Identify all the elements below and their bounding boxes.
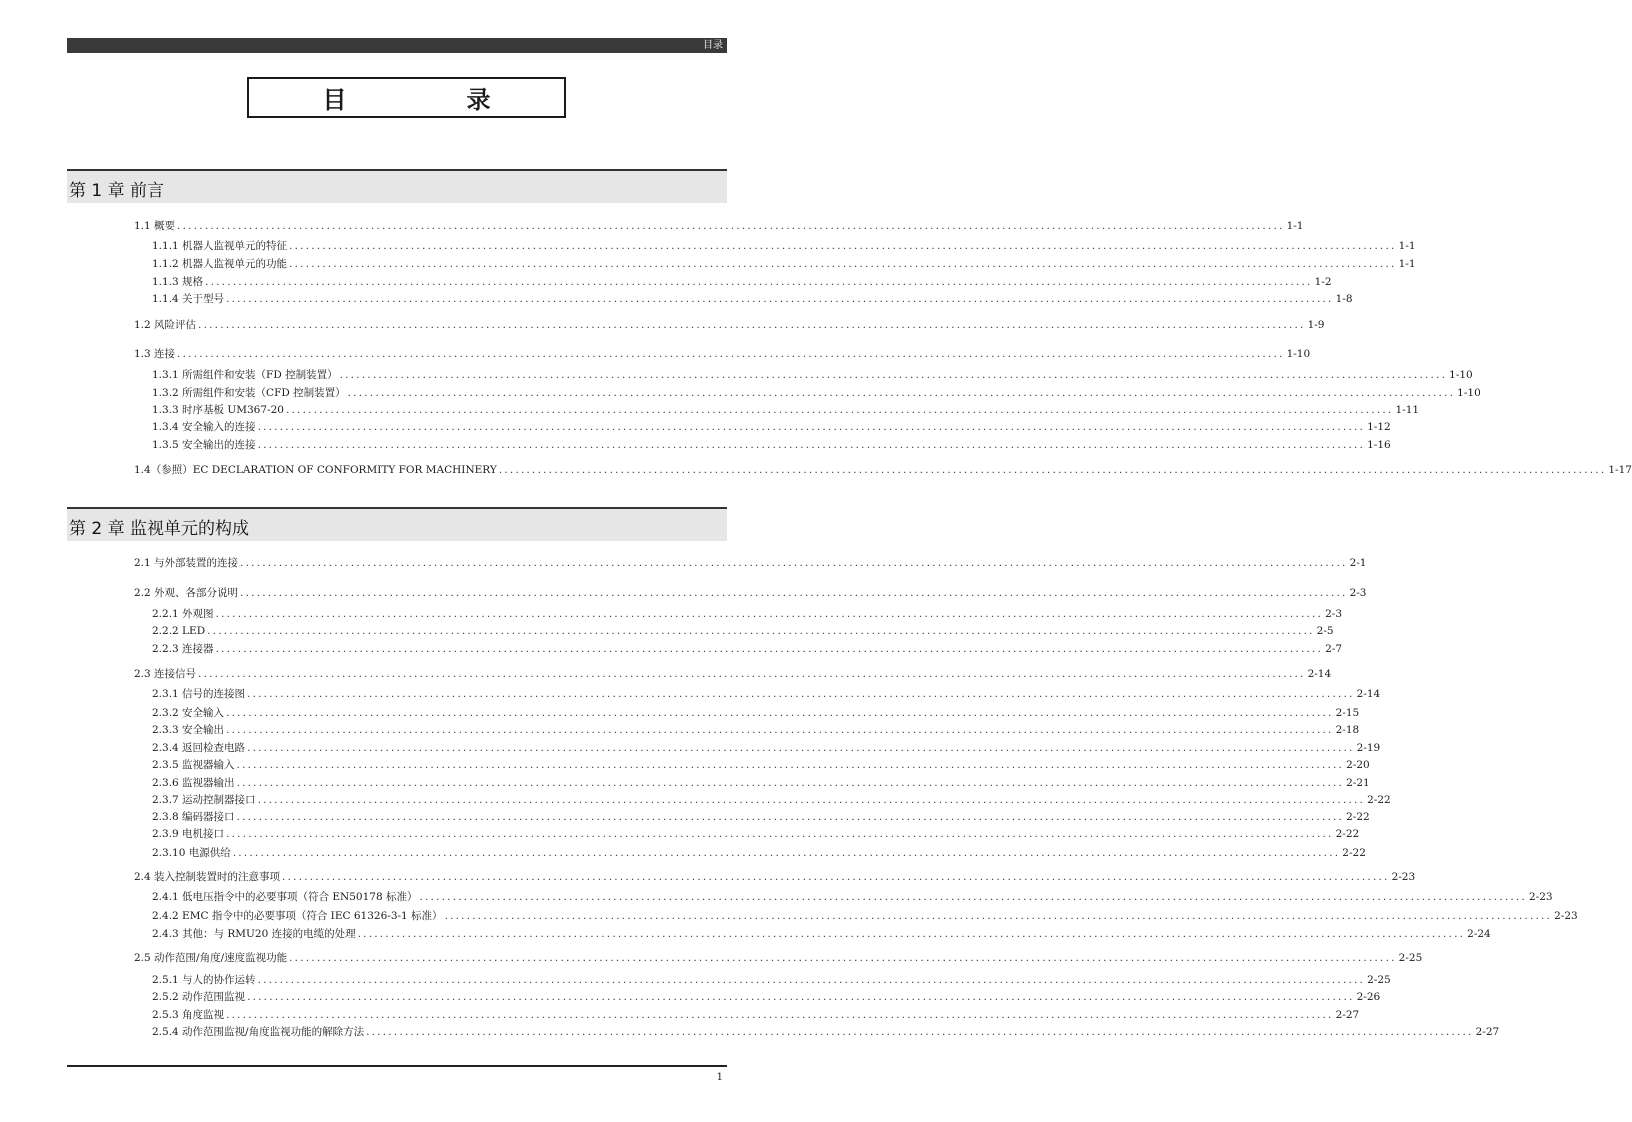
toc-entry-title: 2.3.3 安全输出 <box>152 724 225 736</box>
toc-entry-page: 1-10 <box>1449 369 1473 381</box>
toc-entry-title: 2.2.3 连接器 <box>152 643 214 655</box>
toc-entry-page: 1-10 <box>1286 348 1311 360</box>
toc-entry-title: 2.4.2 EMC 指令中的必要事项（符合 IEC 61326-3-1 标准） <box>152 910 443 922</box>
toc-entry-title: 2.2.2 LED <box>152 625 206 637</box>
toc-entry-title: 1.3.4 安全输入的连接 <box>152 421 256 433</box>
toc-entry[interactable] <box>152 274 1332 290</box>
toc-leader-dots: ........................................................................................................................................................................................................ <box>247 688 1355 700</box>
toc-leader-dots: ........................................................................................................................................................................................................ <box>257 439 1366 451</box>
toc-entry-title: 1.3 连接 <box>134 348 176 360</box>
toc-entry-title: 2.3.7 运动控制器接口 <box>152 794 256 806</box>
title-box <box>247 77 611 118</box>
chapter-heading <box>67 169 727 203</box>
toc-entry-title: 1.3.5 安全输出的连接 <box>152 439 256 451</box>
toc-entry-page: 2-23 <box>1554 910 1578 922</box>
toc-leader-dots: ........................................................................................................................................................................................................ <box>339 369 1448 381</box>
toc-leader-dots: ........................................................................................................................................................................................................ <box>207 625 1315 637</box>
toc-entry-title: 2.2 外观、各部分说明 <box>134 587 239 599</box>
toc-leader-dots: ........................................................................................................................................................................................................ <box>232 847 1341 859</box>
toc-entry-page: 2-25 <box>1367 974 1391 986</box>
toc-entry-title: 1.1.3 规格 <box>152 276 204 288</box>
toc-leader-dots: ........................................................................................................................................................................................................ <box>198 319 1306 331</box>
toc-entry[interactable] <box>152 889 1553 905</box>
toc-leader-dots: ........................................................................................................................................................................................................ <box>226 828 1334 840</box>
toc-entry-title: 1.1 概要 <box>134 220 176 232</box>
chapter-title: 第 2 章 监视单元的构成 <box>69 519 250 539</box>
toc-entry[interactable] <box>152 238 1416 254</box>
toc-leader-dots: ........................................................................................................................................................................................................ <box>289 258 1397 270</box>
toc-entry-title: 2.5.3 角度监视 <box>152 1009 225 1021</box>
toc-leader-dots: ........................................................................................................................................................................................................ <box>240 557 1348 569</box>
toc-entry[interactable] <box>152 1007 1360 1023</box>
toc-entry[interactable] <box>134 317 1325 333</box>
toc-leader-dots: ........................................................................................................................................................................................................ <box>289 240 1397 252</box>
toc-entry-page: 2-25 <box>1398 952 1423 964</box>
chapter-heading <box>67 507 727 541</box>
toc-entry[interactable] <box>152 845 1366 861</box>
toc-entry-page: 1-1 <box>1398 240 1416 252</box>
toc-leader-dots: ........................................................................................................................................................................................................ <box>247 742 1355 754</box>
toc-entry-title: 2.3.8 编码器接口 <box>152 811 235 823</box>
toc-entry-page: 2-3 <box>1325 608 1343 620</box>
toc-entry-page: 2-18 <box>1335 724 1360 736</box>
toc-leader-dots: ........................................................................................................................................................................................................ <box>177 220 1285 232</box>
toc-entry-page: 2-19 <box>1356 742 1381 754</box>
toc-entry-page: 1-11 <box>1395 404 1420 416</box>
toc-entry-title: 2.3.4 返回检查电路 <box>152 742 246 754</box>
toc-entry-title: 2.1 与外部装置的连接 <box>134 557 239 569</box>
toc-leader-dots: ........................................................................................................................................................................................................ <box>205 276 1313 288</box>
toc-entry[interactable] <box>152 972 1391 988</box>
toc-leader-dots: ........................................................................................................................................................................................................ <box>236 811 1345 823</box>
toc-entry[interactable] <box>134 346 1311 362</box>
toc-entry-title: 2.2.1 外观图 <box>152 608 214 620</box>
toc-leader-dots: ........................................................................................................................................................................................................ <box>215 608 1324 620</box>
toc-entry-title: 2.3.2 安全输入 <box>152 707 225 719</box>
toc-entry-page: 2-27 <box>1335 1009 1360 1021</box>
toc-entry-page: 2-14 <box>1307 668 1332 680</box>
toc-entry[interactable] <box>152 291 1353 307</box>
toc-entry[interactable] <box>134 218 1304 234</box>
chapter-title: 第 1 章 前言 <box>69 181 165 201</box>
toc-entry-title: 1.3.3 时序基板 UM367-20 <box>152 404 284 416</box>
toc-entry[interactable] <box>152 926 1491 942</box>
toc-entry-page: 2-21 <box>1346 777 1370 789</box>
toc-leader-dots: ........................................................................................................................................................................................................ <box>257 421 1366 433</box>
toc-entry-page: 1-9 <box>1307 319 1325 331</box>
toc-leader-dots: ........................................................................................................................................................................................................ <box>257 974 1366 986</box>
toc-entry[interactable] <box>152 757 1370 773</box>
toc-entry-title: 2.3 连接信号 <box>134 668 197 680</box>
toc-entry[interactable] <box>134 950 1423 966</box>
toc-entry-page: 2-7 <box>1325 643 1343 655</box>
toc-entry[interactable] <box>134 666 1332 682</box>
toc-entry[interactable] <box>152 908 1578 924</box>
toc-leader-dots: ........................................................................................................................................................................................................ <box>226 1009 1334 1021</box>
page-number: 1 <box>716 1072 723 1083</box>
toc-entry[interactable] <box>152 437 1391 453</box>
toc-entry[interactable] <box>152 989 1381 1005</box>
toc-leader-dots: ........................................................................................................................................................................................................ <box>366 1026 1474 1038</box>
toc-leader-dots: ........................................................................................................................................................................................................ <box>226 293 1334 305</box>
toc-entry-page: 2-23 <box>1529 891 1553 903</box>
toc-entry-title: 2.3.5 监视器输入 <box>152 759 235 771</box>
toc-entry[interactable] <box>152 775 1370 791</box>
toc-entry-page: 2-22 <box>1342 847 1366 859</box>
toc-leader-dots: ........................................................................................................................................................................................................ <box>215 643 1324 655</box>
header-bar <box>67 38 727 53</box>
toc-leader-dots: ........................................................................................................................................................................................................ <box>177 348 1285 360</box>
toc-entry-page: 2-22 <box>1346 811 1370 823</box>
toc-entry-page: 1-16 <box>1367 439 1391 451</box>
toc-entry-page: 2-14 <box>1356 688 1381 700</box>
toc-entry-title: 1.1.1 机器人监视单元的特征 <box>152 240 288 252</box>
toc-entry[interactable] <box>152 385 1481 401</box>
toc-entry[interactable] <box>152 686 1381 702</box>
toc-entry-title: 2.5.2 动作范围监视 <box>152 991 246 1003</box>
toc-entry[interactable] <box>152 1024 1500 1040</box>
toc-entry[interactable] <box>152 641 1343 657</box>
toc-entry-title: 1.3.1 所需组件和安装（FD 控制装置） <box>152 369 338 381</box>
toc-entry-page: 1-17 <box>1608 464 1632 476</box>
toc-leader-dots: ........................................................................................................................................................................................................ <box>240 587 1348 599</box>
toc-entry-title: 2.5.1 与人的协作运转 <box>152 974 256 986</box>
toc-entry-title: 1.3.2 所需组件和安装（CFD 控制装置） <box>152 387 346 399</box>
toc-entry-title: 1.1.2 机器人监视单元的功能 <box>152 258 288 270</box>
toc-leader-dots: ........................................................................................................................................................................................................ <box>226 707 1334 719</box>
toc-entry[interactable] <box>152 809 1370 825</box>
toc-entry[interactable] <box>134 555 1367 571</box>
toc-entry[interactable] <box>152 256 1416 272</box>
toc-entry-page: 1-2 <box>1314 276 1332 288</box>
toc-entry[interactable] <box>152 792 1391 808</box>
toc-leader-dots: ........................................................................................................................................................................................................ <box>282 871 1390 883</box>
header-section-label: 目录 <box>703 40 723 51</box>
toc-entry[interactable] <box>152 740 1381 756</box>
toc-entry[interactable] <box>152 722 1360 738</box>
toc-entry-title: 2.4.3 其他：与 RMU20 连接的电缆的处理 <box>152 928 356 940</box>
toc-entry-title: 1.2 风险评估 <box>134 319 197 331</box>
toc-leader-dots: ........................................................................................................................................................................................................ <box>236 777 1345 789</box>
toc-entry[interactable] <box>152 606 1343 622</box>
toc-entry-page: 2-3 <box>1349 587 1367 599</box>
toc-entry-page: 2-22 <box>1367 794 1391 806</box>
toc-entry-title: 2.4.1 低电压指令中的必要事项（符合 EN50178 标准） <box>152 891 418 903</box>
toc-entry-title: 2.3.6 监视器输出 <box>152 777 235 789</box>
toc-leader-dots: ........................................................................................................................................................................................................ <box>357 928 1466 940</box>
page-title: 目录 <box>322 86 611 114</box>
toc-entry-page: 2-22 <box>1335 828 1360 840</box>
toc-leader-dots: ........................................................................................................................................................................................................ <box>198 668 1306 680</box>
toc-entry-page: 2-5 <box>1316 625 1334 637</box>
toc-entry-title: 1.4（参照）EC DECLARATION OF CONFORMITY FOR MACHINERY <box>134 464 497 476</box>
footer-divider <box>67 1065 727 1067</box>
toc-entry[interactable] <box>134 869 1416 885</box>
toc-entry-title: 2.5 动作范围/角度/速度监视功能 <box>134 952 288 964</box>
toc-entry-title: 1.1.4 关于型号 <box>152 293 225 305</box>
toc-entry-title: 2.3.10 电源供给 <box>152 847 231 859</box>
toc-entry-page: 2-24 <box>1467 928 1491 940</box>
toc-leader-dots: ........................................................................................................................................................................................................ <box>226 724 1334 736</box>
toc-leader-dots: ........................................................................................................................................................................................................ <box>289 952 1397 964</box>
toc-entry-page: 2-20 <box>1346 759 1370 771</box>
toc-entry-page: 1-1 <box>1286 220 1304 232</box>
toc-entry-page: 2-26 <box>1356 991 1381 1003</box>
toc-leader-dots: ........................................................................................................................................................................................................ <box>498 464 1607 476</box>
toc-entry[interactable] <box>152 367 1473 383</box>
toc-entry[interactable] <box>134 585 1367 601</box>
toc-leader-dots: ........................................................................................................................................................................................................ <box>347 387 1456 399</box>
toc-leader-dots: ........................................................................................................................................................................................................ <box>285 404 1394 416</box>
toc-entry-title: 2.5.4 动作范围监视/角度监视功能的解除方法 <box>152 1026 365 1038</box>
toc-entry[interactable] <box>152 402 1420 418</box>
toc-entry-page: 1-12 <box>1367 421 1391 433</box>
toc-entry-page: 2-1 <box>1349 557 1367 569</box>
toc-entry-page: 1-1 <box>1398 258 1416 270</box>
toc-entry-page: 1-10 <box>1457 387 1481 399</box>
toc-entry-page: 2-15 <box>1335 707 1360 719</box>
toc-leader-dots: ........................................................................................................................................................................................................ <box>247 991 1355 1003</box>
toc-entry[interactable] <box>152 705 1360 721</box>
toc-entry-page: 2-27 <box>1475 1026 1500 1038</box>
toc-entry-title: 2.3.1 信号的连接图 <box>152 688 246 700</box>
toc-entry-title: 2.4 装入控制装置时的注意事项 <box>134 871 281 883</box>
toc-entry-page: 2-23 <box>1391 871 1416 883</box>
toc-leader-dots: ........................................................................................................................................................................................................ <box>444 910 1553 922</box>
toc-entry[interactable] <box>134 462 1632 478</box>
toc-entry[interactable] <box>152 419 1391 435</box>
toc-leader-dots: ........................................................................................................................................................................................................ <box>419 891 1528 903</box>
toc-entry[interactable] <box>152 826 1360 842</box>
toc-leader-dots: ........................................................................................................................................................................................................ <box>257 794 1366 806</box>
toc-leader-dots: ........................................................................................................................................................................................................ <box>236 759 1345 771</box>
toc-entry[interactable] <box>152 623 1334 639</box>
toc-entry-title: 2.3.9 电机接口 <box>152 828 225 840</box>
toc-entry-page: 1-8 <box>1335 293 1353 305</box>
